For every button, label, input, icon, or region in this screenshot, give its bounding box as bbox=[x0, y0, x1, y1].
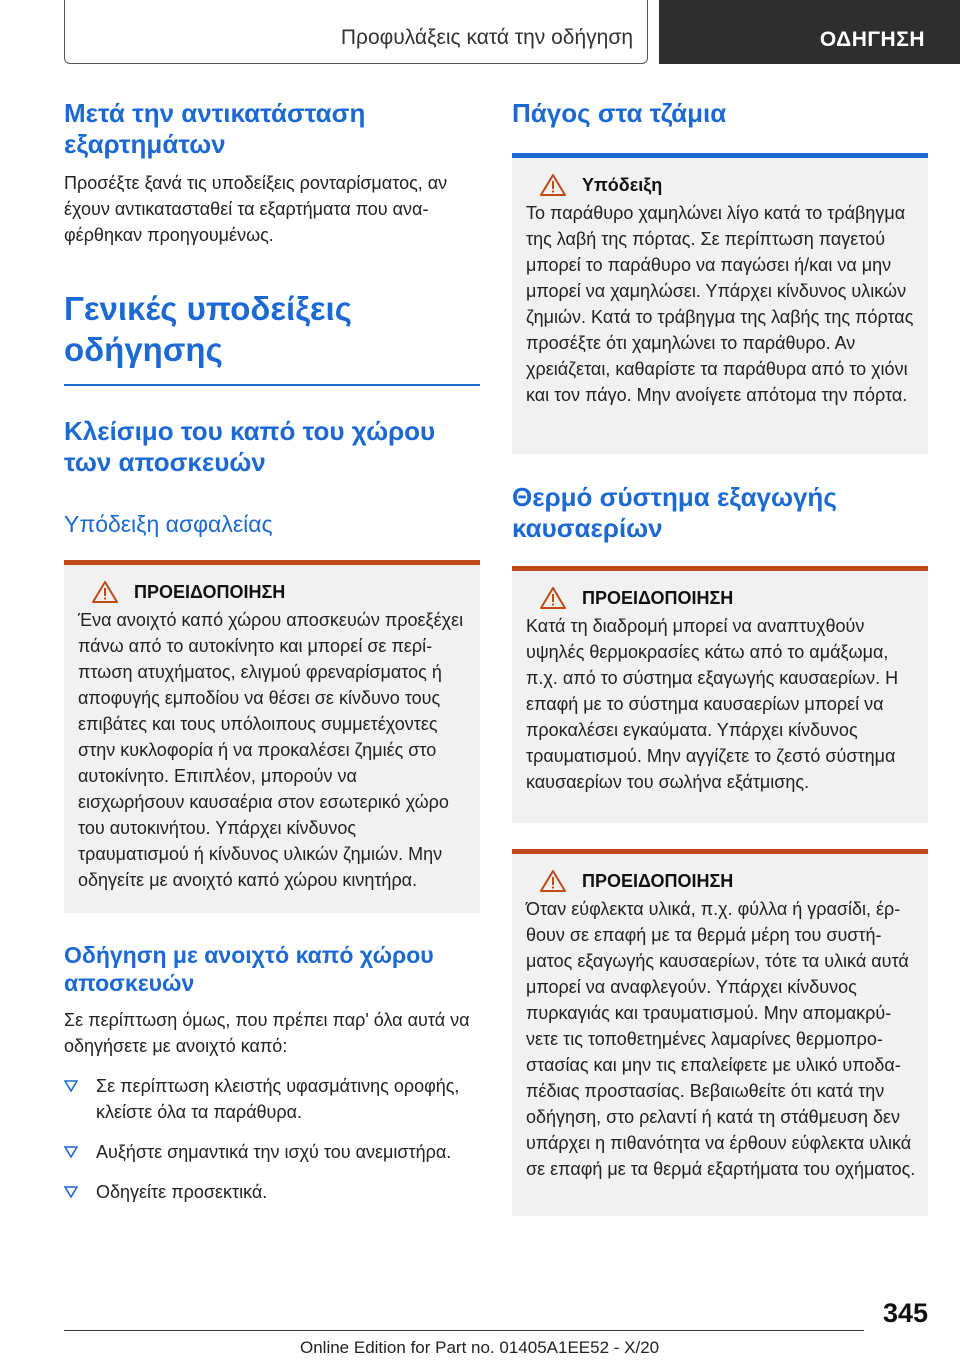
warning1-label: ΠΡΟΕΙΔΟΠΟΙΗΣΗ bbox=[582, 588, 734, 608]
warning-label: ΠΡΟΕΙΔΟΠΟΙΗΣΗ bbox=[134, 581, 286, 602]
warning-text: Ένα ανοιχτό καπό χώρου αποσκευών προεξέχει πάνω από το αυτοκίνητο και μπορεί σε περίπτωση ατυχήματος, ελιγμού φρεναρίσματος ή αποφυγής εμποδίου να θέσει σε κίνδυνο τους επιβάτες και τους υπόλοιπους συμμετέχοντες στην κυκλοφορία ή να προκαλέσει ζημιές στο αυτοκίνητο. Επιπλέον, μπορούν να εισχωρήσουν καυσαέρια στον εσωτερικό χώρο του αυτοκινήτου. Υπάρχει κίνδυνος τραυματισμού ή κίνδυνος υλικών ζημιών. Μην οδηγείτε με ανοιχτό καπό χώρου κινητήρα. bbox=[78, 609, 464, 890]
warning-heading bbox=[78, 579, 468, 605]
chapter-title: ΟΔΗΓΗΣΗ bbox=[819, 28, 925, 51]
chapter-tab bbox=[659, 0, 960, 64]
replace-title: Μετά την αντικατάσταση εξαρτημάτων bbox=[64, 98, 366, 159]
note-box bbox=[512, 153, 928, 454]
tips-list bbox=[64, 1073, 480, 1205]
warning2-text: Όταν εύφλεκτα υλικά, π.χ. φύλλα ή γρασίδι, έρθουν σε επαφή με τα θερμά μέρη του συστήματος εξαγωγής καυσαερίων, τότε τα υλικά αυτά μπορεί να αναφλεγούν. Υπάρχει κίνδυνος πυρκαγιάς και τραυματισμού. Μην απομακρύνετε τις τοποθετημένες λαμαρίνες θερμοπροστασίας και μην τις επαλείφετε με υλικό υποδαπέδιας προστασίας. Βεβαιωθείτε ότι κατά την οδήγηση, στο ρελαντί ή κατά τη στάθμευση δεν υπάρχει η πιθανότητα να έρθουν εύφλεκτα υλικά σε επαφή με τα θερμά εξαρτήματα του οχήματος. bbox=[526, 899, 916, 1179]
warning-box bbox=[64, 560, 480, 913]
open-text: Σε περίπτωση όμως, που πρέπει παρ' όλα αυτά να οδηγήσετε με ανοιχτό καπό: bbox=[64, 1009, 470, 1056]
warning1-heading bbox=[526, 585, 916, 611]
warning-icon bbox=[540, 870, 566, 892]
footer-rule bbox=[64, 1330, 864, 1331]
note-text: Το παράθυρο χαμηλώνει λίγο κατά το τράβηγμα της λαβή της πόρτας. Σε περίπτωση παγετού μπορεί το παράθυρο να παγώσει ή/και να μην μπορεί να χαμηλώσει. Υπάρχει κίνδυνος υλικών ζημιών. Κατά το τράβηγμα της λαβής της πόρτας προσέξτε ότι χαμηλώνει το παράθυρο. Αν χρειάζεται, καθαρίστε τα παράθυρα από το χιόνι και τον πάγο. Μην ανοίγετε απότομα την πόρτα. bbox=[526, 203, 914, 405]
exhaust-title: Θερμό σύστημα εξαγωγής καυσαερίων bbox=[512, 482, 837, 543]
bullet-triangle-icon bbox=[64, 1185, 78, 1199]
left-column bbox=[64, 98, 480, 1205]
section-tab bbox=[64, 0, 648, 64]
safety-title: Υπόδειξη ασφαλείας bbox=[64, 510, 273, 537]
page-header bbox=[64, 0, 960, 64]
note-label: Υπόδειξη bbox=[582, 175, 663, 195]
section-title: Προφυλάξεις κατά την οδήγηση bbox=[340, 26, 633, 49]
open-title: Οδήγηση με ανοιχτό καπό χώρου αποσκευών bbox=[64, 941, 434, 996]
warning-box-2 bbox=[512, 849, 928, 1216]
note-heading bbox=[526, 172, 916, 198]
warning1-text: Κατά τη διαδρομή μπορεί να αναπτυχθούν υψηλές θερμοκρασίες κάτω από το αμάξωμα, π.χ. από το σύστημα εξαγωγής καυσαερίων. Η επαφή με το σύστημα καυσαερίων μπορεί να προκαλέσει εγκαύματα. Υπάρχει κίνδυνος τραυματισμού. Μην αγγίζετε το ζεστό σύστημα καυσαερίων του σωλήνα εξάτμισης. bbox=[526, 616, 899, 792]
frost-title: Πάγος στα τζάμια bbox=[512, 98, 727, 128]
right-column bbox=[512, 98, 928, 1216]
warning-icon bbox=[92, 581, 118, 603]
trunk-title: Κλείσιμο του καπό του χώρου των αποσκευών bbox=[64, 415, 436, 477]
warning2-heading bbox=[526, 868, 916, 894]
general-title: Γενικές υποδείξεις οδήγησης bbox=[64, 290, 352, 368]
bullet-triangle-icon bbox=[64, 1145, 78, 1159]
section-rule bbox=[64, 384, 480, 386]
warning2-label: ΠΡΟΕΙΔΟΠΟΙΗΣΗ bbox=[582, 871, 734, 891]
bullet-triangle-icon bbox=[64, 1079, 78, 1093]
edition-text: Online Edition for Part no. 01405A1EE52 - X/20 bbox=[300, 1338, 660, 1357]
warning-box-1 bbox=[512, 566, 928, 823]
page-number: 345 bbox=[882, 1298, 928, 1328]
list-item: Σε περίπτωση κλειστής υφασμάτινης οροφής, κλείστε όλα τα παράθυρα. bbox=[64, 1073, 480, 1125]
replace-text: Προσέξτε ξανά τις υποδείξεις ρονταρίσματος, αν έχουν αντικατασταθεί τα εξαρτήματα που αναφέρθηκαν προηγουμένως. bbox=[64, 173, 448, 245]
list-item: Αυξήστε σημαντικά την ισχύ του ανεμιστήρα. bbox=[64, 1139, 480, 1165]
list-item: Οδηγείτε προσεκτικά. bbox=[64, 1179, 480, 1205]
note-warning-icon bbox=[540, 174, 566, 196]
warning-icon bbox=[540, 587, 566, 609]
